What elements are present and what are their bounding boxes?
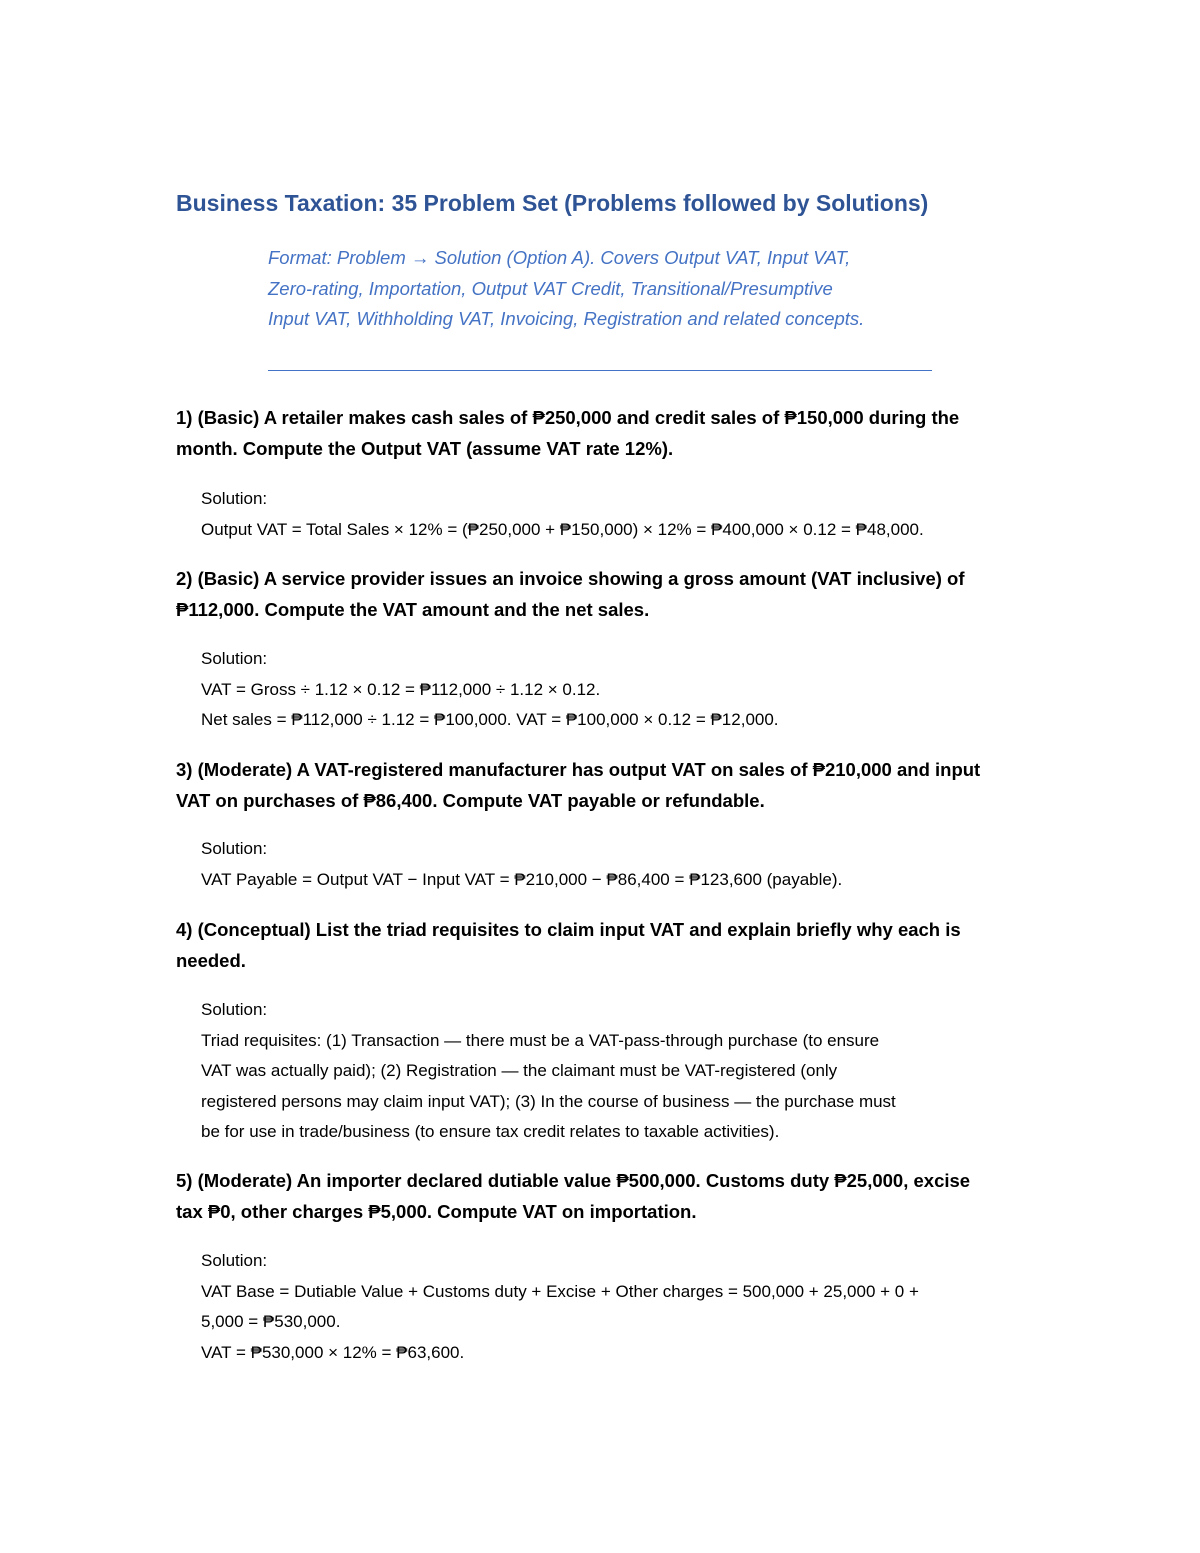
problem-1-solution (201, 484, 924, 545)
question-line: 1) (Basic) A retailer makes cash sales of ₱250,000 and credit sales of ₱150,000 during the (176, 407, 960, 428)
question-line: 4) (Conceptual) List the triad requisites to claim input VAT and explain briefly why each is (176, 919, 961, 940)
problem-5-solution (201, 1246, 919, 1368)
solution-label: Solution: (201, 839, 268, 858)
format-note-line: Format: Problem → Solution (Option A). Covers Output VAT, Input VAT, (268, 247, 851, 268)
solution-line: Triad requisites: (1) Transaction — there must be a VAT-pass-through purchase (to ensure (201, 1030, 880, 1050)
format-note (268, 243, 948, 335)
solution-label: Solution: (201, 1251, 268, 1270)
solution-label: Solution: (201, 489, 268, 508)
solution-line: 5,000 = ₱530,000. (201, 1312, 341, 1331)
problem-4-question (176, 914, 961, 976)
solution-line: VAT = ₱530,000 × 12% = ₱63,600. (201, 1342, 465, 1362)
format-note-line: Zero-rating, Importation, Output VAT Credit, Transitional/Presumptive (268, 277, 833, 299)
problem-5-question (176, 1165, 970, 1227)
question-line: 3) (Moderate) A VAT-registered manufacturer has output VAT on sales of ₱210,000 and input (176, 759, 981, 780)
horizontal-divider (268, 370, 932, 371)
format-note-line: Input VAT, Withholding VAT, Invoicing, Registration and related concepts. (268, 308, 865, 329)
question-line: month. Compute the Output VAT (assume VAT rate 12%). (176, 438, 674, 459)
solution-line: registered persons may claim input VAT); (3) In the course of business — the purchase must (201, 1091, 896, 1111)
solution-line: VAT = Gross ÷ 1.12 × 0.12 = ₱112,000 ÷ 1.12 × 0.12. (201, 679, 601, 699)
question-line: tax ₱0, other charges ₱5,000. Compute VAT on importation. (176, 1201, 697, 1222)
solution-label: Solution: (201, 649, 268, 668)
question-line: needed. (176, 950, 246, 971)
problem-3-question (176, 754, 980, 816)
solution-line: VAT Base = Dutiable Value + Customs duty + Excise + Other charges = 500,000 + 25,000 + 0 + (201, 1281, 919, 1301)
problem-2-solution (201, 644, 779, 736)
problem-2-question (176, 563, 965, 625)
solution-line: VAT Payable = Output VAT − Input VAT = ₱210,000 − ₱86,400 = ₱123,600 (payable). (201, 869, 843, 889)
question-line: 5) (Moderate) An importer declared dutiable value ₱500,000. Customs duty ₱25,000, excise (176, 1170, 971, 1191)
problem-4-solution (201, 995, 896, 1148)
question-line: ₱112,000. Compute the VAT amount and the net sales. (176, 599, 650, 620)
solution-line: VAT was actually paid); (2) Registration — the claimant must be VAT-registered (only (201, 1061, 838, 1080)
solution-line: Output VAT = Total Sales × 12% = (₱250,000 + ₱150,000) × 12% = ₱400,000 × 0.12 = ₱48,000. (201, 519, 924, 539)
document-title: Business Taxation: 35 Problem Set (Problems followed by Solutions) (176, 190, 929, 216)
solution-line: be for use in trade/business (to ensure tax credit relates to taxable activities). (201, 1122, 780, 1141)
solution-label: Solution: (201, 1000, 268, 1019)
solution-line: Net sales = ₱112,000 ÷ 1.12 = ₱100,000. VAT = ₱100,000 × 0.12 = ₱12,000. (201, 710, 779, 729)
question-line: 2) (Basic) A service provider issues an invoice showing a gross amount (VAT inclusive) of (176, 568, 965, 589)
problem-3-solution (201, 834, 842, 895)
question-line: VAT on purchases of ₱86,400. Compute VAT payable or refundable. (176, 790, 765, 811)
problem-1-question (176, 402, 959, 464)
